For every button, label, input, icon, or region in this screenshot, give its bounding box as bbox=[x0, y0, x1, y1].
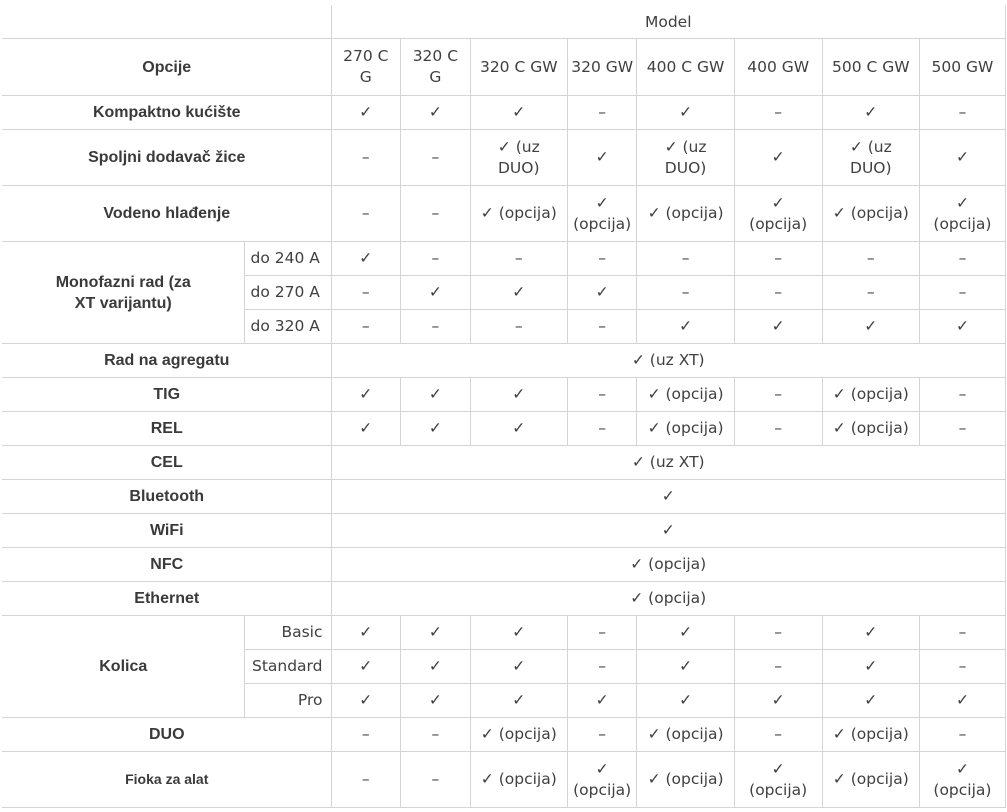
value-cell: – bbox=[919, 412, 1005, 446]
table-row bbox=[3, 514, 1006, 548]
value-cell: – bbox=[401, 130, 471, 186]
value-cell: ✓ bbox=[470, 650, 567, 684]
sub-option-label: Basic bbox=[244, 616, 331, 650]
header-models-row bbox=[3, 39, 1006, 96]
value-cell: – bbox=[734, 616, 822, 650]
value-cell: – bbox=[919, 242, 1005, 276]
corner-cell bbox=[3, 6, 332, 39]
value-cell: ✓ bbox=[734, 130, 822, 186]
value-cell: – bbox=[567, 412, 637, 446]
value-cell: ✓ bbox=[331, 242, 401, 276]
value-cell: ✓ (opcija) bbox=[734, 186, 822, 242]
table-row bbox=[3, 130, 1006, 186]
table-row bbox=[3, 242, 1006, 276]
value-cell: ✓ (uz DUO) bbox=[470, 130, 567, 186]
value-cell: – bbox=[401, 718, 471, 752]
feature-label: Ethernet bbox=[3, 582, 332, 616]
feature-label: WiFi bbox=[3, 514, 332, 548]
value-cell: ✓ bbox=[401, 276, 471, 310]
feature-label: Spoljni dodavač žice bbox=[3, 130, 332, 186]
feature-label: Rad na agregatu bbox=[3, 344, 332, 378]
value-cell: – bbox=[567, 718, 637, 752]
feature-label: Fioka za alat bbox=[3, 752, 332, 808]
table-row bbox=[3, 96, 1006, 130]
value-cell: – bbox=[331, 718, 401, 752]
value-cell: – bbox=[567, 616, 637, 650]
model-header: 320 C GW bbox=[470, 39, 567, 96]
value-cell: ✓ bbox=[331, 378, 401, 412]
value-cell: ✓ bbox=[822, 650, 919, 684]
value-cell: – bbox=[567, 310, 637, 344]
table-row bbox=[3, 412, 1006, 446]
model-header: 320 C G bbox=[401, 39, 471, 96]
value-cell: – bbox=[567, 650, 637, 684]
table-row bbox=[3, 582, 1006, 616]
value-cell: ✓ (opcija) bbox=[919, 752, 1005, 808]
value-cell: ✓ bbox=[734, 310, 822, 344]
value-span-cell: ✓ (opcija) bbox=[331, 548, 1006, 582]
value-cell: ✓ bbox=[919, 130, 1005, 186]
value-cell: ✓ bbox=[567, 684, 637, 718]
value-cell: – bbox=[919, 718, 1005, 752]
value-cell: ✓ (opcija) bbox=[470, 186, 567, 242]
value-cell: ✓ bbox=[470, 616, 567, 650]
table-row bbox=[3, 344, 1006, 378]
feature-label: Bluetooth bbox=[3, 480, 332, 514]
value-cell: – bbox=[734, 378, 822, 412]
options-header: Opcije bbox=[3, 39, 332, 96]
value-cell: ✓ bbox=[637, 616, 734, 650]
table-row bbox=[3, 446, 1006, 480]
value-cell: – bbox=[919, 276, 1005, 310]
feature-label: Kompaktno kućište bbox=[3, 96, 332, 130]
value-cell: – bbox=[567, 96, 637, 130]
value-cell: – bbox=[822, 276, 919, 310]
value-cell: ✓ bbox=[401, 378, 471, 412]
value-cell: ✓ (uz DUO) bbox=[822, 130, 919, 186]
model-header: 400 C GW bbox=[637, 39, 734, 96]
value-cell: ✓ bbox=[401, 616, 471, 650]
value-cell: – bbox=[331, 276, 401, 310]
value-cell: – bbox=[637, 276, 734, 310]
value-cell: – bbox=[919, 650, 1005, 684]
value-cell: – bbox=[734, 276, 822, 310]
value-span-cell: ✓ (opcija) bbox=[331, 582, 1006, 616]
value-span-cell: ✓ bbox=[331, 514, 1006, 548]
model-group-header: Model bbox=[331, 6, 1006, 39]
value-cell: ✓ bbox=[919, 684, 1005, 718]
table-row bbox=[3, 186, 1006, 242]
value-cell: ✓ bbox=[822, 310, 919, 344]
value-cell: ✓ bbox=[919, 310, 1005, 344]
value-cell: ✓ bbox=[470, 96, 567, 130]
value-cell: – bbox=[567, 242, 637, 276]
value-cell: – bbox=[331, 186, 401, 242]
value-cell: – bbox=[734, 412, 822, 446]
value-cell: ✓ (opcija) bbox=[637, 718, 734, 752]
value-cell: ✓ (opcija) bbox=[567, 186, 637, 242]
value-cell: ✓ bbox=[470, 684, 567, 718]
value-span-cell: ✓ bbox=[331, 480, 1006, 514]
value-cell: ✓ bbox=[822, 96, 919, 130]
value-cell: ✓ bbox=[401, 684, 471, 718]
value-cell: ✓ bbox=[637, 650, 734, 684]
value-cell: – bbox=[822, 242, 919, 276]
value-cell: – bbox=[734, 718, 822, 752]
value-cell: ✓ (opcija) bbox=[637, 752, 734, 808]
value-cell: – bbox=[919, 378, 1005, 412]
model-header: 320 GW bbox=[567, 39, 637, 96]
value-cell: ✓ (opcija) bbox=[822, 186, 919, 242]
value-cell: – bbox=[401, 242, 471, 276]
sub-option-label: do 270 A bbox=[244, 276, 331, 310]
value-cell: – bbox=[734, 242, 822, 276]
value-cell: ✓ (opcija) bbox=[822, 718, 919, 752]
value-cell: – bbox=[734, 96, 822, 130]
value-cell: ✓ bbox=[637, 310, 734, 344]
value-cell: ✓ bbox=[401, 96, 471, 130]
sub-option-label: Standard bbox=[244, 650, 331, 684]
value-cell: ✓ bbox=[470, 378, 567, 412]
value-cell: – bbox=[401, 310, 471, 344]
value-cell: ✓ (opcija) bbox=[822, 378, 919, 412]
value-cell: ✓ (uz DUO) bbox=[637, 130, 734, 186]
value-cell: – bbox=[567, 378, 637, 412]
value-cell: ✓ (opcija) bbox=[637, 378, 734, 412]
value-cell: – bbox=[331, 752, 401, 808]
header-group-row bbox=[3, 6, 1006, 39]
value-cell: ✓ bbox=[331, 650, 401, 684]
table-row bbox=[3, 718, 1006, 752]
value-cell: ✓ bbox=[331, 684, 401, 718]
table-row bbox=[3, 752, 1006, 808]
value-cell: ✓ bbox=[637, 96, 734, 130]
model-header: 270 C G bbox=[331, 39, 401, 96]
value-cell: – bbox=[331, 130, 401, 186]
value-cell: ✓ bbox=[822, 684, 919, 718]
sub-option-label: do 320 A bbox=[244, 310, 331, 344]
value-cell: – bbox=[470, 242, 567, 276]
value-cell: ✓ bbox=[331, 96, 401, 130]
value-cell: ✓ bbox=[637, 684, 734, 718]
table-row bbox=[3, 548, 1006, 582]
feature-label: Kolica bbox=[3, 616, 245, 718]
value-cell: ✓ (opcija) bbox=[637, 412, 734, 446]
feature-label: CEL bbox=[3, 446, 332, 480]
value-cell: ✓ bbox=[401, 650, 471, 684]
value-cell: ✓ bbox=[734, 684, 822, 718]
value-cell: ✓ bbox=[331, 412, 401, 446]
feature-label: Vodeno hlađenje bbox=[3, 186, 332, 242]
value-cell: – bbox=[919, 616, 1005, 650]
value-cell: – bbox=[470, 310, 567, 344]
value-cell: – bbox=[734, 650, 822, 684]
value-cell: ✓ (opcija) bbox=[637, 186, 734, 242]
model-header: 500 GW bbox=[919, 39, 1005, 96]
value-cell: ✓ (opcija) bbox=[822, 752, 919, 808]
value-cell: ✓ bbox=[331, 616, 401, 650]
value-cell: ✓ (opcija) bbox=[470, 752, 567, 808]
feature-label: Monofazni rad (za XT varijantu) bbox=[3, 242, 245, 344]
value-cell: – bbox=[919, 96, 1005, 130]
value-cell: ✓ bbox=[470, 276, 567, 310]
table-row bbox=[3, 480, 1006, 514]
value-cell: – bbox=[637, 242, 734, 276]
value-cell: – bbox=[401, 752, 471, 808]
spec-table bbox=[2, 5, 1006, 808]
sub-option-label: do 240 A bbox=[244, 242, 331, 276]
feature-label: DUO bbox=[3, 718, 332, 752]
feature-label: TIG bbox=[3, 378, 332, 412]
value-cell: ✓ (opcija) bbox=[822, 412, 919, 446]
value-cell: ✓ (opcija) bbox=[567, 752, 637, 808]
value-cell: ✓ bbox=[567, 130, 637, 186]
value-cell: – bbox=[401, 186, 471, 242]
value-cell: – bbox=[331, 310, 401, 344]
feature-label: REL bbox=[3, 412, 332, 446]
feature-label: NFC bbox=[3, 548, 332, 582]
table-row bbox=[3, 378, 1006, 412]
table-row bbox=[3, 616, 1006, 650]
sub-option-label: Pro bbox=[244, 684, 331, 718]
model-header: 500 C GW bbox=[822, 39, 919, 96]
value-cell: ✓ bbox=[470, 412, 567, 446]
model-header: 400 GW bbox=[734, 39, 822, 96]
value-cell: ✓ bbox=[822, 616, 919, 650]
value-cell: ✓ bbox=[567, 276, 637, 310]
value-cell: ✓ bbox=[401, 412, 471, 446]
value-cell: ✓ (opcija) bbox=[470, 718, 567, 752]
value-cell: ✓ (opcija) bbox=[734, 752, 822, 808]
value-span-cell: ✓ (uz XT) bbox=[331, 344, 1006, 378]
value-cell: ✓ (opcija) bbox=[919, 186, 1005, 242]
value-span-cell: ✓ (uz XT) bbox=[331, 446, 1006, 480]
